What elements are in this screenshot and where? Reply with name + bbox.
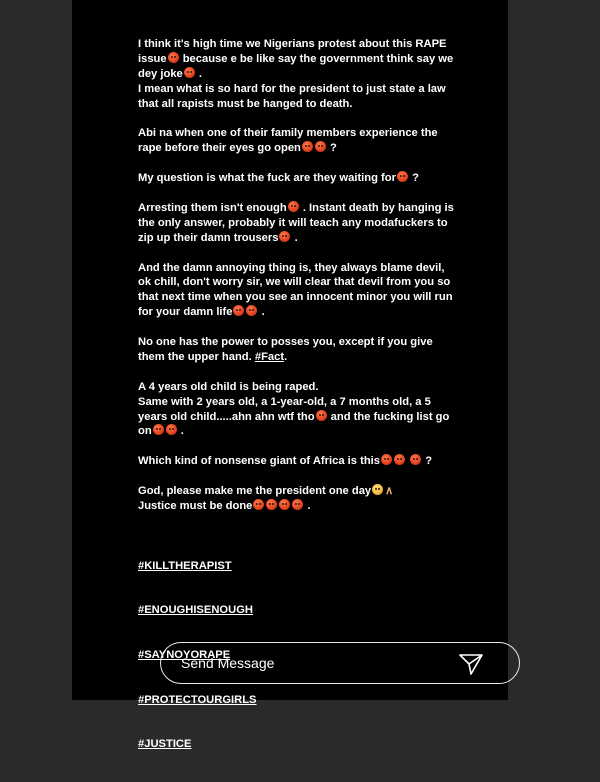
story-text-run: and the fucking list go on xyxy=(138,410,453,438)
paragraph-4 xyxy=(138,201,458,246)
angry-emoji-icon xyxy=(292,499,303,510)
angry-emoji-icon xyxy=(394,454,405,465)
hashtag-fact[interactable]: #Fact xyxy=(254,350,285,363)
story-text-run: . xyxy=(291,231,298,244)
story-text-run: A 4 years old child is being raped. Same with 2 years old, a 1-year-old, a 7 months old, a 5 years old child.....ahn ahn wtf tho xyxy=(138,380,431,423)
hashtag-link[interactable]: #JUSTICE xyxy=(138,738,192,751)
story-text-run: . xyxy=(177,425,184,438)
paragraph-3 xyxy=(138,171,458,186)
angry-emoji-icon xyxy=(168,52,179,63)
angry-emoji-icon xyxy=(266,499,277,510)
story-text-run: And the damn annoying thing is, they always blame devil, ok chill, don't worry sir, we will clear that devil from you so that next time when you see an innocent minor you will run for your damn life xyxy=(138,261,456,319)
paragraph-1 xyxy=(138,37,458,112)
angry-emoji-icon xyxy=(253,499,264,510)
folded-hands-emoji-icon: ∧ xyxy=(385,485,394,498)
story-text-run: ? xyxy=(326,142,337,155)
paragraph-8 xyxy=(138,454,458,469)
hashtag-link[interactable]: #SAYNOYORAPE xyxy=(138,649,231,662)
hashtag-link[interactable]: #PROTECTOURGIRLS xyxy=(138,693,257,706)
story-text-run: . I mean what is so hard for the president to just state a law that all rapists must be hanged to death. xyxy=(138,67,446,110)
paragraph-6-end: . xyxy=(284,350,288,363)
paragraph-9 xyxy=(138,484,458,514)
story-text-run xyxy=(406,455,409,467)
paragraph-7 xyxy=(138,380,458,440)
angry-emoji-icon xyxy=(315,141,326,152)
story-text-run: . xyxy=(258,306,265,319)
story-text-run: Justice must be done xyxy=(138,499,253,512)
story-text-run: because e be like say the government think say we dey joke xyxy=(138,52,457,80)
story-text-run: . xyxy=(304,499,311,512)
paragraph-2 xyxy=(138,126,458,156)
story-text-run: God, please make me the president one day xyxy=(138,485,372,498)
weary-emoji-icon xyxy=(372,484,383,495)
story-text-run: Abi na when one of their family members experience the rape before their eyes go open xyxy=(138,127,441,155)
story-text-run: . Instant death by hanging is the only answer, probably it will teach any modafuckers to zip up their damn trousers xyxy=(138,201,457,244)
angry-emoji-icon xyxy=(279,499,290,510)
angry-emoji-icon xyxy=(410,454,421,465)
story-viewer xyxy=(72,0,508,751)
angry-emoji-icon xyxy=(246,305,257,316)
send-message-placeholder: Send Message xyxy=(181,655,275,671)
paragraph-6 xyxy=(138,335,458,365)
angry-emoji-icon xyxy=(302,141,313,152)
angry-emoji-icon xyxy=(397,171,408,182)
angry-emoji-icon xyxy=(153,424,164,435)
hashtag-link[interactable]: #ENOUGHISENOUGH xyxy=(138,604,253,617)
story-text-run: ? xyxy=(408,172,419,185)
story-text-run: ? xyxy=(422,455,433,468)
story-text-run: Which kind of nonsense giant of Africa is this xyxy=(138,455,381,468)
angry-emoji-icon xyxy=(279,231,290,242)
paragraph-5 xyxy=(138,261,458,321)
hashtag-link[interactable]: #KILLTHERAPIST xyxy=(138,559,232,572)
story-text-run: I think it's high time we Nigerians protest about this RAPE issue xyxy=(138,38,450,65)
angry-emoji-icon xyxy=(184,67,195,78)
story-text-run: Arresting them isn't enough xyxy=(138,201,287,214)
paper-plane-icon[interactable] xyxy=(458,652,484,676)
paragraph-6-text: No one has the power to posses you, except if you give them the upper hand. xyxy=(138,336,436,363)
story-text-run: My question is what the fuck are they waiting for xyxy=(138,172,396,185)
angry-emoji-icon xyxy=(288,201,299,212)
angry-emoji-icon xyxy=(316,410,327,421)
angry-emoji-icon xyxy=(233,305,244,316)
angry-emoji-icon xyxy=(166,424,177,435)
angry-emoji-icon xyxy=(381,454,392,465)
